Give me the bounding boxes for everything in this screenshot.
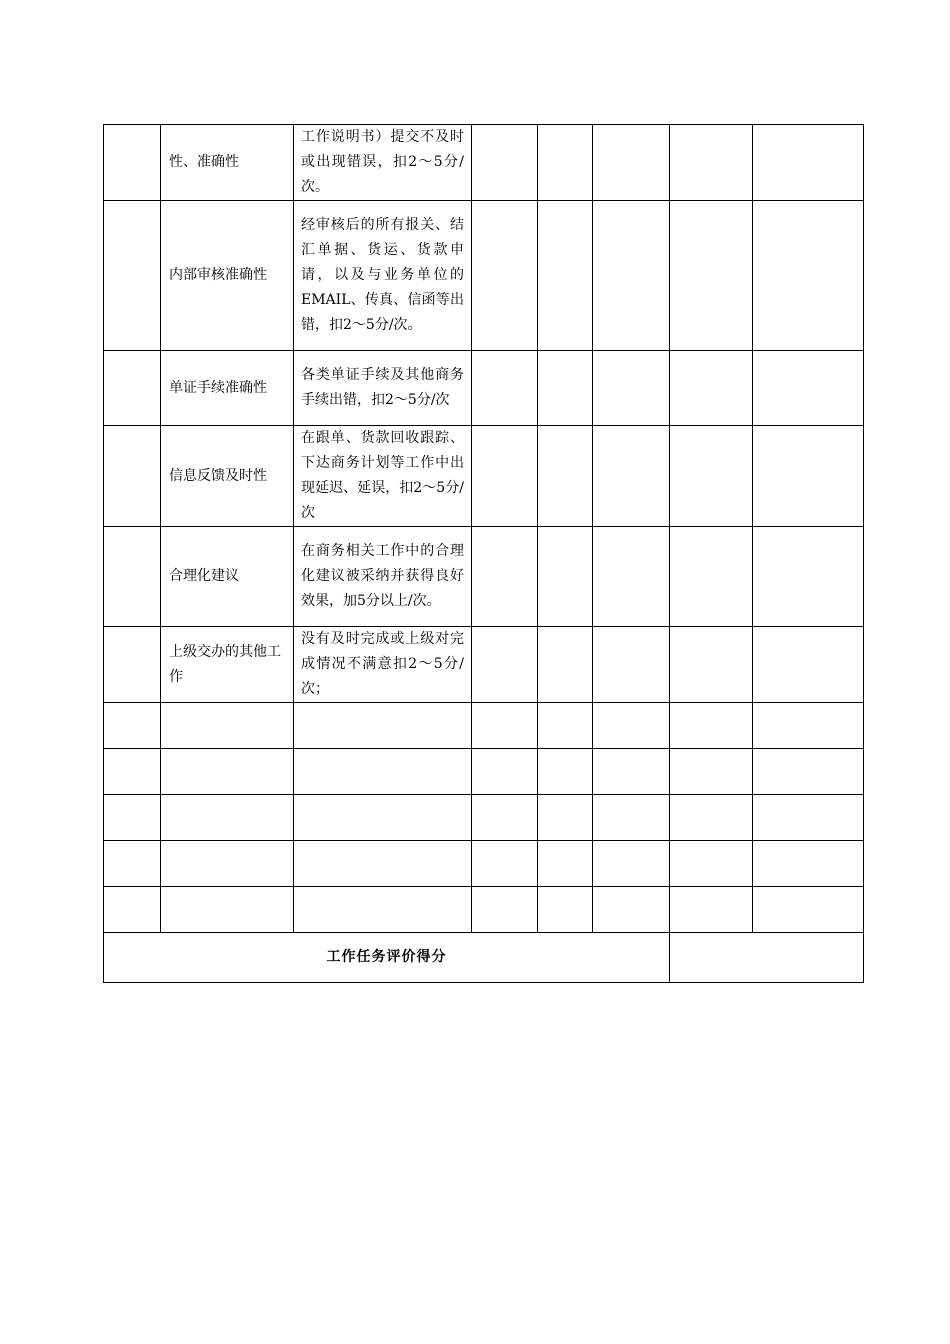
score-cell [670, 351, 753, 426]
item-cell: 信息反馈及时性 [161, 426, 294, 527]
score-cell [670, 125, 753, 201]
score-cell [472, 125, 538, 201]
score-cell [753, 125, 864, 201]
item-cell: 内部审核准确性 [161, 201, 294, 351]
empty-cell [538, 795, 593, 841]
total-label: 工作任务评价得分 [104, 933, 670, 983]
score-cell [670, 627, 753, 703]
standard-cell: 经审核后的所有报关、结汇单据、货运、货款申请，以及与业务单位的EMAIL、传真、信函等出错，扣2～5分/次。 [294, 201, 472, 351]
empty-cell [753, 841, 864, 887]
index-cell [104, 527, 161, 627]
empty-row [104, 703, 864, 749]
empty-cell [538, 841, 593, 887]
score-cell [670, 527, 753, 627]
empty-cell [670, 887, 753, 933]
empty-cell [538, 749, 593, 795]
score-cell [753, 426, 864, 527]
standard-cell: 工作说明书）提交不及时或出现错误，扣2～5分/次。 [294, 125, 472, 201]
score-cell [593, 426, 670, 527]
table-row [104, 125, 864, 201]
standard-cell: 各类单证手续及其他商务手续出错，扣2～5分/次 [294, 351, 472, 426]
score-cell [753, 201, 864, 351]
empty-cell [472, 703, 538, 749]
total-score-cell [670, 933, 864, 983]
index-cell [104, 351, 161, 426]
score-cell [593, 125, 670, 201]
empty-cell [753, 703, 864, 749]
empty-cell [472, 795, 538, 841]
empty-cell [753, 795, 864, 841]
empty-cell [161, 703, 294, 749]
item-cell: 合理化建议 [161, 527, 294, 627]
empty-cell [670, 703, 753, 749]
score-cell [538, 426, 593, 527]
score-cell [593, 351, 670, 426]
index-cell [104, 201, 161, 351]
empty-cell [472, 749, 538, 795]
empty-cell [593, 703, 670, 749]
score-cell [753, 351, 864, 426]
score-cell [593, 527, 670, 627]
standard-cell: 没有及时完成或上级对完成情况不满意扣2～5分/次； [294, 627, 472, 703]
empty-row [104, 887, 864, 933]
table-row [104, 527, 864, 627]
table-row [104, 627, 864, 703]
score-cell [593, 627, 670, 703]
empty-cell [753, 749, 864, 795]
empty-cell [161, 749, 294, 795]
empty-cell [593, 795, 670, 841]
empty-row [104, 795, 864, 841]
index-cell [104, 627, 161, 703]
item-cell: 单证手续准确性 [161, 351, 294, 426]
score-cell [538, 627, 593, 703]
empty-cell [294, 749, 472, 795]
empty-row [104, 841, 864, 887]
empty-cell [294, 795, 472, 841]
score-cell [472, 426, 538, 527]
empty-cell [593, 887, 670, 933]
score-cell [753, 527, 864, 627]
score-cell [472, 201, 538, 351]
item-cell: 性、准确性 [161, 125, 294, 201]
index-cell [104, 125, 161, 201]
score-cell [753, 627, 864, 703]
score-cell [538, 351, 593, 426]
standard-cell: 在商务相关工作中的合理化建议被采纳并获得良好效果，加5分以上/次。 [294, 527, 472, 627]
total-row [104, 933, 864, 983]
index-cell [104, 426, 161, 527]
empty-cell [753, 887, 864, 933]
evaluation-table [103, 124, 864, 983]
score-cell [472, 351, 538, 426]
empty-cell [104, 795, 161, 841]
score-cell [472, 627, 538, 703]
empty-cell [472, 887, 538, 933]
table-row [104, 426, 864, 527]
empty-cell [161, 887, 294, 933]
empty-cell [670, 749, 753, 795]
empty-cell [593, 841, 670, 887]
empty-cell [161, 795, 294, 841]
table-row [104, 351, 864, 426]
empty-cell [294, 703, 472, 749]
empty-cell [472, 841, 538, 887]
empty-cell [104, 887, 161, 933]
score-cell [593, 201, 670, 351]
empty-cell [593, 749, 670, 795]
empty-cell [538, 887, 593, 933]
score-cell [472, 527, 538, 627]
score-cell [538, 201, 593, 351]
empty-cell [294, 887, 472, 933]
empty-cell [104, 841, 161, 887]
score-cell [670, 426, 753, 527]
empty-cell [670, 841, 753, 887]
empty-cell [161, 841, 294, 887]
item-cell: 上级交办的其他工作 [161, 627, 294, 703]
empty-cell [104, 703, 161, 749]
empty-cell [670, 795, 753, 841]
score-cell [670, 201, 753, 351]
standard-cell: 在跟单、货款回收跟踪、下达商务计划等工作中出现延迟、延误，扣2～5分/次 [294, 426, 472, 527]
empty-row [104, 749, 864, 795]
empty-cell [538, 703, 593, 749]
empty-cell [294, 841, 472, 887]
empty-cell [104, 749, 161, 795]
table-row [104, 201, 864, 351]
score-cell [538, 527, 593, 627]
score-cell [538, 125, 593, 201]
